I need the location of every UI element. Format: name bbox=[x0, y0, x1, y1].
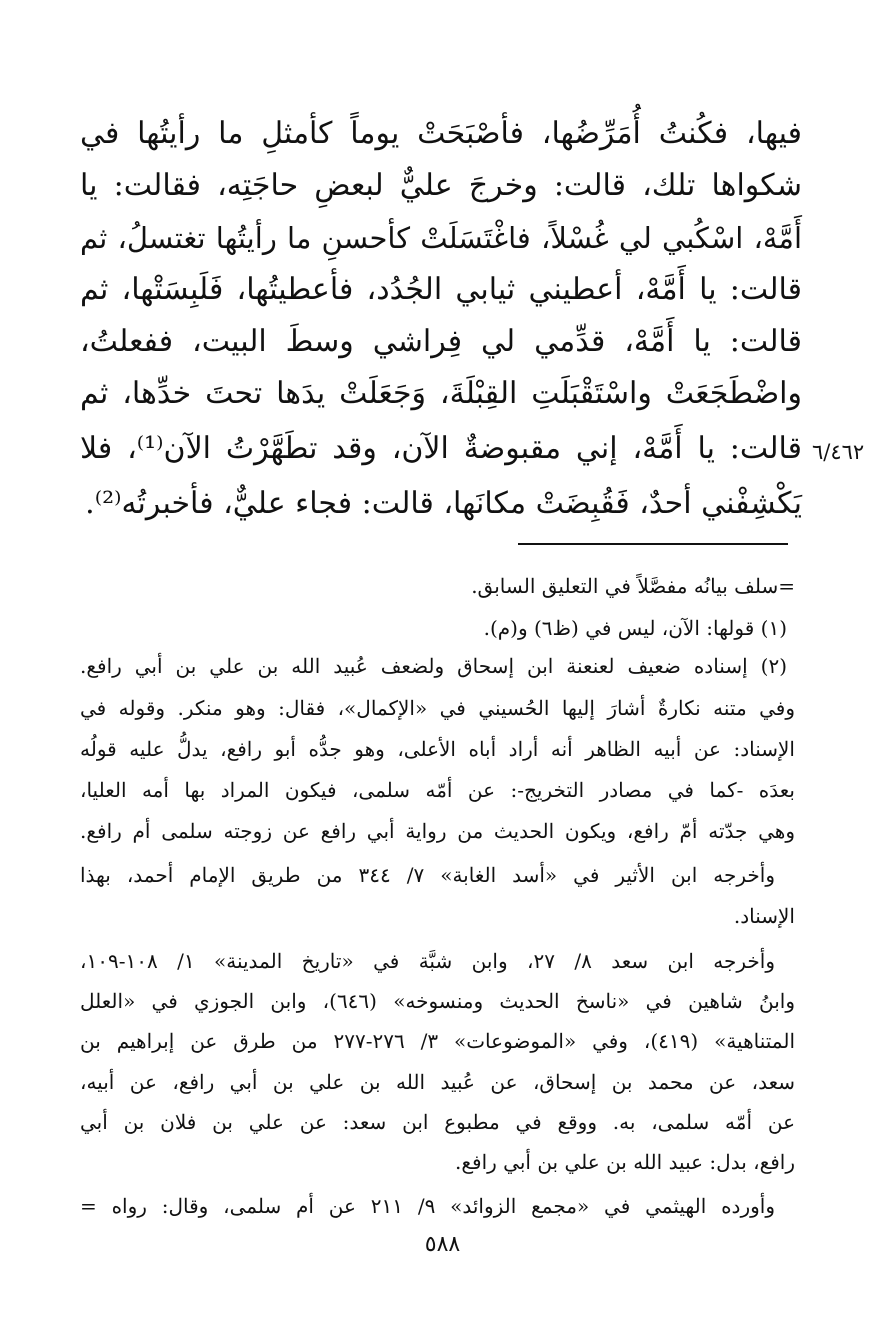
footnote-line: المتناهية» (٤١٩)، وفي «الموضوعات» ٣/ ٢٧٦-٢٧٧ من طرق عن إبراهيم بن bbox=[80, 1029, 795, 1053]
footnote-line: رافع، بدل: عبيد الله بن علي بن أبي رافع. bbox=[455, 1150, 795, 1174]
body-line: شكواها تلك، قالت: وخرجَ عليٌّ لبعضِ حاجَتِه، فقالت: يا bbox=[80, 168, 802, 203]
footnote-divider bbox=[518, 543, 788, 545]
body-line: أَمَّهْ، اسْكُبي لي غُسْلاً، فاغْتَسَلَتْ كأحسنِ ما رأيتُها تغتسلُ، ثم bbox=[80, 221, 802, 255]
body-line: قالت: يا أَمَّهْ، إني مقبوضةٌ الآن، وقد تطَهَّرْتُ الآن⁽¹⁾، فلا bbox=[80, 431, 802, 466]
page-number: ٥٨٨ bbox=[424, 1232, 461, 1257]
footnote-line: (٢) إسناده ضعيف لعنعنة ابن إسحاق ولضعف عُبيد الله بن علي بن أبي رافع. bbox=[80, 654, 787, 678]
footnote-line: وابنُ شاهين في «ناسخ الحديث ومنسوخه» (٦٤٦)، وابن الجوزي في «العلل bbox=[80, 989, 795, 1013]
footnote-line: وأورده الهيثمي في «مجمع الزوائد» ٩/ ٢١١ عن أم سلمى، وقال: رواه = bbox=[80, 1194, 775, 1218]
footnote-line: الإسناد: عن أبيه الظاهر أنه أراد أباه الأعلى، وهو جدُّه أبو رافع، يدلُّ عليه قولُه bbox=[80, 737, 795, 761]
footnote-line: عن أمّه سلمى، به. ووقع في مطبوع ابن سعد: عن علي بن فلان بن أبي bbox=[80, 1110, 795, 1134]
body-line: يَكْشِفْني أحدٌ، فَقُبِضَتْ مكانَها، قالت: فجاء عليٌّ، فأخبرتُه⁽²⁾. bbox=[85, 486, 802, 521]
margin-reference: ٦/٤٦٢ bbox=[812, 440, 865, 464]
footnote-line: وفي متنه نكارةٌ أشارَ إليها الحُسيني في «الإكمال»، فقال: وهو منكر. وقوله في bbox=[80, 696, 795, 720]
footnote-line: الإسناد. bbox=[733, 904, 795, 928]
footnote-line: =سلف بيانُه مفصَّلاً في التعليق السابق. bbox=[471, 574, 795, 598]
footnote-line: سعد، عن محمد بن إسحاق، عن عُبيد الله بن علي بن أبي رافع، عن أبيه، bbox=[80, 1070, 795, 1094]
body-line: قالت: يا أَمَّهْ، أعطيني ثيابي الجُدُد، فأعطيتُها، فَلَبِسَتْها، ثم bbox=[80, 272, 802, 307]
body-line: واضْطَجَعَتْ واسْتَقْبَلَتِ القِبْلَةَ، وَجَعَلَتْ يدَها تحتَ خدِّها، ثم bbox=[80, 376, 802, 411]
body-line: فيها، فكُنتُ أُمَرِّضُها، فأصْبَحَتْ يوماً كأمثلِ ما رأيتُها في bbox=[80, 116, 802, 151]
footnote-line: وأخرجه ابن الأثير في «أسد الغابة» ٧/ ٣٤٤ من طريق الإمام أحمد، بهذا bbox=[80, 863, 775, 887]
body-line: قالت: يا أَمَّهْ، قدِّمي لي فِراشي وسطَ البيت، ففعلتُ، bbox=[80, 324, 802, 359]
footnote-line: وأخرجه ابن سعد ٨/ ٢٧، وابن شبَّة في «تاريخ المدينة» ١/ ١٠٨-١٠٩، bbox=[80, 949, 775, 973]
footnote-line: وهي جدّته أمّ رافع، ويكون الحديث من رواية أبي رافع عن زوجته سلمى أم رافع. bbox=[80, 819, 795, 843]
footnote-line: بعدَه -كما في مصادر التخريج-: عن أمّه سلمى، فيكون المراد بها أمه العليا، bbox=[80, 778, 795, 802]
footnote-line: (١) قولها: الآن، ليس في (ظ٦) و(م). bbox=[483, 616, 787, 640]
